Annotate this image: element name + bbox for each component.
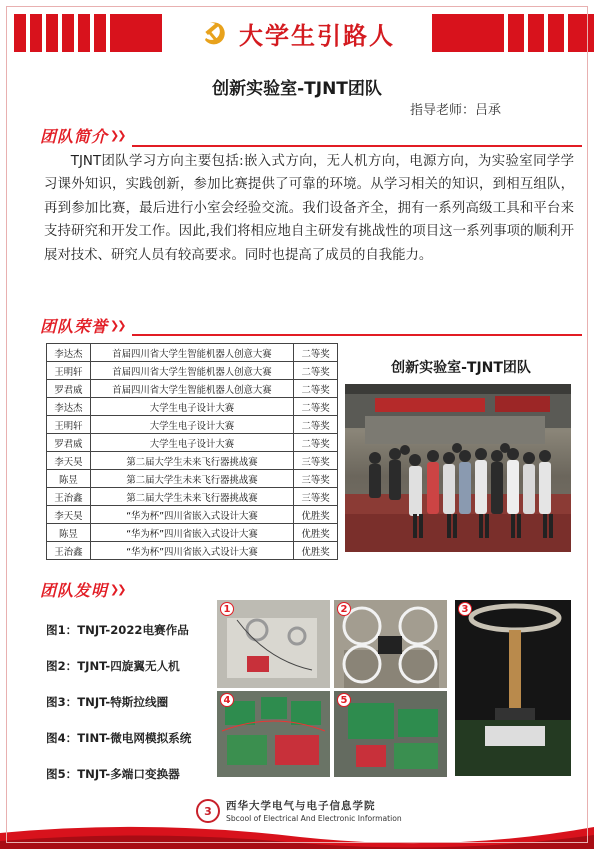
honor-competition-cell: 第二届大学生未来飞行器挑战赛 <box>90 452 293 470</box>
honor-name-cell: 李达杰 <box>47 398 91 416</box>
section-title-inventions: 团队发明 <box>40 581 109 600</box>
table-row <box>47 416 338 434</box>
photo-title: 创新实验室-TJNT团队 <box>391 360 531 376</box>
honor-name-cell: 陈昱 <box>47 470 91 488</box>
honor-prize-cell: 二等奖 <box>294 344 338 362</box>
table-row <box>47 524 338 542</box>
table-row <box>47 434 338 452</box>
honor-prize-cell: 三等奖 <box>294 470 338 488</box>
photo-number-badge: 2 <box>337 602 351 616</box>
section-header-inventions <box>40 578 124 601</box>
honor-name-cell: 罗君威 <box>47 434 91 452</box>
honor-prize-cell: 二等奖 <box>294 416 338 434</box>
honor-competition-cell: 首届四川省大学生智能机器人创意大赛 <box>90 380 293 398</box>
double-chevron-icon: ❯❯ <box>110 319 125 332</box>
honor-name-cell: 王明轩 <box>47 362 91 380</box>
invention-photo-3 <box>455 600 571 776</box>
honor-name-cell: 陈昱 <box>47 524 91 542</box>
section-divider <box>132 334 582 336</box>
double-chevron-icon: ❯❯ <box>110 583 125 596</box>
footer-decoration <box>0 819 594 849</box>
photo-number-badge: 5 <box>337 693 351 707</box>
honor-name-cell: 王治鑫 <box>47 542 91 560</box>
honor-competition-cell: “华为杯”四川省嵌入式设计大赛 <box>90 524 293 542</box>
list-item: 图1：TNJT-2022电赛作品 <box>46 623 189 637</box>
double-chevron-icon: ❯❯ <box>110 129 125 142</box>
invention-photo-4 <box>217 691 330 777</box>
honor-competition-cell: 第二届大学生未来飞行器挑战赛 <box>90 470 293 488</box>
section-header-honors <box>40 314 124 337</box>
header-title-box <box>162 12 432 54</box>
section-header-intro <box>40 124 124 147</box>
honor-name-cell: 王明轩 <box>47 416 91 434</box>
table-row <box>47 344 338 362</box>
table-row <box>47 380 338 398</box>
invention-photo-2 <box>334 600 447 688</box>
honor-prize-cell: 二等奖 <box>294 398 338 416</box>
honor-competition-cell: 第二届大学生未来飞行器挑战赛 <box>90 488 293 506</box>
honor-competition-cell: 首届四川省大学生智能机器人创意大赛 <box>90 362 293 380</box>
advisor-label: 指导老师：吕承 <box>410 103 502 118</box>
honor-competition-cell: 大学生电子设计大赛 <box>90 398 293 416</box>
school-logo-text: 3 <box>204 804 212 818</box>
list-item: 图4：TINT-微电网模拟系统 <box>46 731 192 745</box>
invention-photo-1 <box>217 600 330 688</box>
invention-photo-5 <box>334 691 447 777</box>
photo-number-badge: 3 <box>458 602 472 616</box>
school-name-cn: 西华大学电气与电子信息学院 <box>226 800 376 812</box>
honor-prize-cell: 二等奖 <box>294 434 338 452</box>
honors-table <box>46 343 338 560</box>
honor-competition-cell: 大学生电子设计大赛 <box>90 416 293 434</box>
honor-name-cell: 李天昊 <box>47 452 91 470</box>
honor-competition-cell: “华为杯”四川省嵌入式设计大赛 <box>90 506 293 524</box>
table-row <box>47 362 338 380</box>
section-title-honors: 团队荣誉 <box>40 317 109 336</box>
list-item: 图2：TJNT-四旋翼无人机 <box>46 659 180 673</box>
banner-title: 大学生引路人 <box>239 21 395 50</box>
section-title-intro: 团队简介 <box>40 127 109 146</box>
honor-prize-cell: 二等奖 <box>294 380 338 398</box>
table-row <box>47 470 338 488</box>
honor-prize-cell: 优胜奖 <box>294 542 338 560</box>
honor-competition-cell: 大学生电子设计大赛 <box>90 434 293 452</box>
table-row <box>47 542 338 560</box>
honor-prize-cell: 三等奖 <box>294 488 338 506</box>
photo-number-badge: 4 <box>220 693 234 707</box>
hammer-sickle-icon <box>199 18 229 48</box>
list-item: 图3：TNJT-特斯拉线圈 <box>46 695 169 709</box>
intro-paragraph: TJNT团队学习方向主要包括:嵌入式方向，无人机方向，电源方向，为实验室同学学习课外知识，实践创新，参加比赛提供了可靠的环境。从学习相关的知识，到相互组队，再到参加比赛，最后进行小室会经验交流。我们设备齐全，拥有一系列高级工具和平台来支持研究和开发工作。因此,我们将相应地自主研发有挑战性的项目这一系列事项的顺利开展对技术、研究人员有较高要求。同时也提高了成员的自我能力。 <box>44 154 574 263</box>
page-title: 创新实验室-TJNT团队 <box>212 79 382 99</box>
photo-number-badge: 1 <box>220 602 234 616</box>
honor-name-cell: 李天昊 <box>47 506 91 524</box>
section-divider <box>132 145 582 147</box>
list-item: 图5：TNJT-多端口变换器 <box>46 767 180 781</box>
honor-prize-cell: 三等奖 <box>294 452 338 470</box>
honor-prize-cell: 二等奖 <box>294 362 338 380</box>
honor-prize-cell: 优胜奖 <box>294 506 338 524</box>
honor-name-cell: 王治鑫 <box>47 488 91 506</box>
honor-prize-cell: 优胜奖 <box>294 524 338 542</box>
school-name-en: Sbcool of Electrical And Electronic Information <box>226 814 402 823</box>
table-row <box>47 398 338 416</box>
honor-name-cell: 李达杰 <box>47 344 91 362</box>
honor-name-cell: 罗君威 <box>47 380 91 398</box>
team-photo <box>345 384 571 552</box>
table-row <box>47 452 338 470</box>
table-row <box>47 488 338 506</box>
honor-competition-cell: 首届四川省大学生智能机器人创意大赛 <box>90 344 293 362</box>
table-row <box>47 506 338 524</box>
honor-competition-cell: “华为杯”四川省嵌入式设计大赛 <box>90 542 293 560</box>
